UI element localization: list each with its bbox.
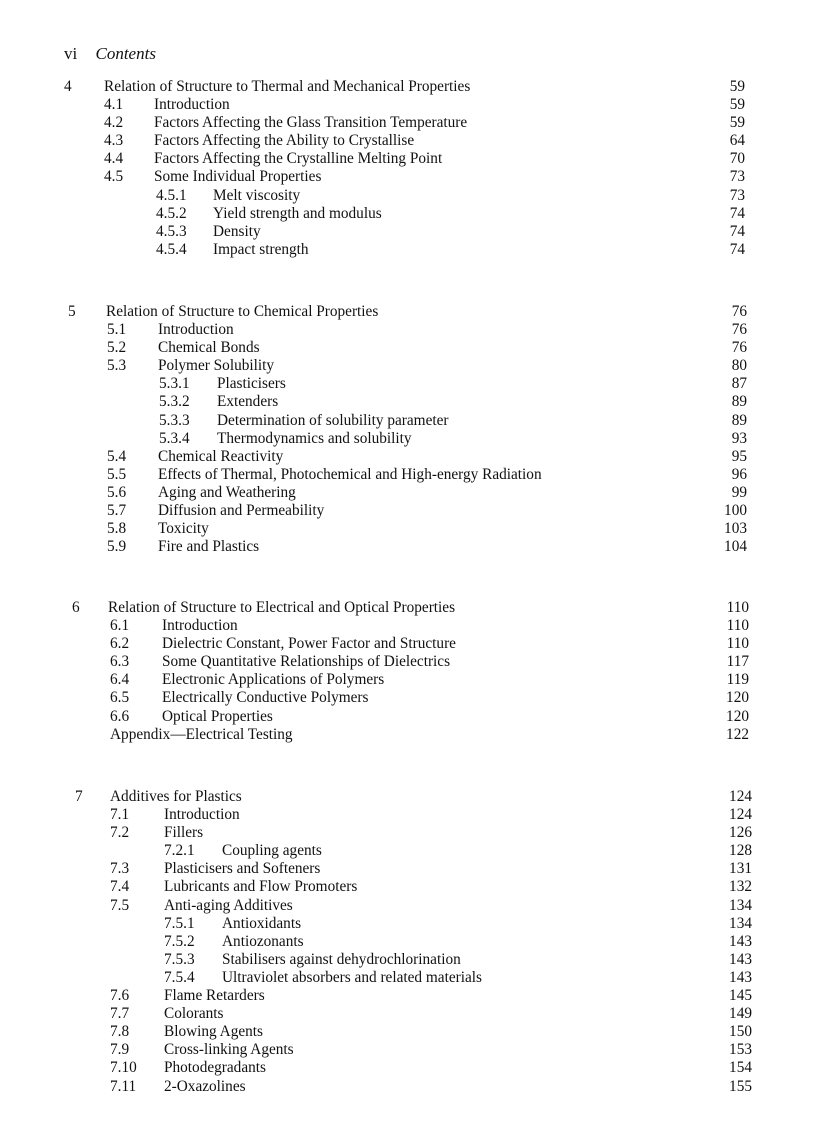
entry-page: 96 [731,465,747,483]
entry-title: Aging and Weathering [158,483,296,501]
entry-page: 143 [729,932,752,950]
entry-number: 7.5 [110,896,130,914]
entry-page: 103 [724,520,747,538]
entry-number: 7.2 [110,824,130,842]
section-entry [0,653,816,671]
section-entry [0,1078,816,1096]
entry-title: Factors Affecting the Crystalline Melting Point [154,150,443,168]
entry-page: 89 [731,393,747,411]
subsection-entry [0,969,816,987]
entry-title: Ultraviolet absorbers and related materials [222,968,482,986]
entry-page: 153 [729,1041,752,1059]
entry-page: 122 [726,725,749,743]
entry-page: 128 [729,842,752,860]
chapter-heading [0,788,816,806]
section-entry [0,357,816,375]
section-entry [0,987,816,1005]
section-entry [0,96,816,114]
entry-number: 6.6 [110,707,130,725]
entry-number: 5.8 [107,520,127,538]
entry-title: Cross-linking Agents [164,1041,294,1059]
entry-page: 117 [726,653,749,671]
entry-title: Antiozonants [222,932,304,950]
section-entry [0,1041,816,1059]
entry-page: 64 [729,132,745,150]
entry-number: 5.5 [107,465,127,483]
entry-number: 6.5 [110,689,130,707]
entry-title: Diffusion and Permeability [158,502,325,520]
section-entry [0,1059,816,1077]
entry-page: 150 [729,1023,752,1041]
entry-title: Antioxidants [222,914,302,932]
entry-page: 134 [729,914,752,932]
entry-title: Introduction [154,96,230,114]
entry-title: Blowing Agents [164,1023,264,1041]
entry-number: 7.5.2 [164,932,195,950]
subsection-entry [0,430,816,448]
entry-number: 6.2 [110,635,130,653]
section-entry [0,484,816,502]
entry-page: 74 [729,204,745,222]
entry-page: 76 [731,339,747,357]
subsection-entry [0,223,816,241]
chapter-7 [0,788,816,1096]
chapter-page: 76 [731,303,747,320]
entry-title: Thermodynamics and solubility [217,429,412,447]
entry-title: Dielectric Constant, Power Factor and Structure [162,635,456,653]
subsection-entry [0,205,816,223]
entry-number: 5.7 [107,502,127,520]
entry-number: 4.4 [104,150,124,168]
entry-page: 132 [729,878,752,896]
section-entry [0,538,816,556]
chapter-page: 124 [729,788,752,805]
entry-title: Electronic Applications of Polymers [162,671,385,689]
section-entry [0,1005,816,1023]
entry-title: Factors Affecting the Glass Transition Temperature [154,114,468,132]
entry-number: 5.9 [107,538,127,556]
entry-title: Optical Properties [162,707,273,725]
entry-number: 7.5.4 [164,968,195,986]
section-entry [0,708,816,726]
chapter-title: Relation of Structure to Electrical and Optical Properties [108,599,456,616]
entry-title: Electrically Conductive Polymers [162,689,369,707]
entry-page: 89 [731,411,747,429]
appendix-entry [0,726,816,744]
chapter-title: Relation of Structure to Chemical Properties [106,303,379,320]
chapter-heading [0,599,816,617]
entry-number: 6.4 [110,671,130,689]
entry-page: 99 [731,483,747,501]
entry-title: Effects of Thermal, Photochemical and High-energy Radiation [158,465,542,483]
subsection-entry [0,412,816,430]
entry-title: Chemical Bonds [158,339,260,357]
entry-number: 7.5.3 [164,950,195,968]
entry-title: Introduction [164,806,240,824]
entry-number: 7.6 [110,987,130,1005]
entry-page: 104 [724,538,747,556]
entry-title: Chemical Reactivity [158,447,284,465]
section-entry [0,321,816,339]
entry-page: 95 [731,447,747,465]
section-entry [0,824,816,842]
entry-number: 4.1 [104,96,124,114]
entry-title: Melt viscosity [213,186,301,204]
section-entry [0,635,816,653]
entry-page: 155 [729,1077,752,1095]
entry-title: Introduction [158,321,234,339]
entry-number: 7.8 [110,1023,130,1041]
entry-page: 74 [729,240,745,258]
entry-number: 5.3.3 [159,411,190,429]
entry-title: Stabilisers against dehydrochlorination [222,950,461,968]
entry-number: 4.5.3 [156,222,187,240]
chapter-number: 4 [64,78,72,95]
chapter-4 [0,78,816,259]
entry-title: Yield strength and modulus [213,204,382,222]
entry-title: Photodegradants [164,1059,266,1077]
entry-title: Introduction [162,617,238,635]
section-entry [0,878,816,896]
entry-number: 6.3 [110,653,130,671]
header-page-number: vi [64,44,78,63]
chapter-heading [0,78,816,96]
entry-title: Polymer Solubility [158,357,275,375]
entry-page: 59 [729,114,745,132]
entry-title: Fillers [164,824,204,842]
entry-number: 4.3 [104,132,124,150]
section-entry [0,114,816,132]
entry-title: Colorants [164,1005,224,1023]
section-entry [0,150,816,168]
entry-page: 80 [731,357,747,375]
subsection-entry [0,842,816,860]
entry-title: Fire and Plastics [158,538,260,556]
chapter-6 [0,599,816,744]
entry-page: 110 [726,635,749,653]
entry-page: 131 [729,860,752,878]
subsection-entry [0,915,816,933]
chapter-number: 5 [68,303,76,320]
entry-number: 7.9 [110,1041,130,1059]
entry-number: 7.11 [110,1077,137,1095]
entry-number: 5.2 [107,339,127,357]
entry-number: 5.6 [107,483,127,501]
entry-page: 70 [729,150,745,168]
chapter-5 [0,303,816,556]
subsection-entry [0,375,816,393]
section-entry [0,806,816,824]
entry-page: 134 [729,896,752,914]
section-entry [0,689,816,707]
entry-number: 5.3.4 [159,429,190,447]
subsection-entry [0,187,816,205]
subsection-entry [0,951,816,969]
entry-page: 145 [729,987,752,1005]
entry-page: 143 [729,950,752,968]
entry-number: 7.4 [110,878,130,896]
entry-number: 7.2.1 [164,842,195,860]
section-entry [0,897,816,915]
entry-number: 4.2 [104,114,124,132]
entry-number: 4.5.4 [156,240,187,258]
entry-title: Some Individual Properties [154,168,322,186]
section-entry [0,860,816,878]
section-entry [0,132,816,150]
section-entry [0,339,816,357]
chapter-number: 6 [72,599,80,616]
entry-number: 5.4 [107,447,127,465]
chapter-page: 110 [726,599,749,616]
entry-number: 7.10 [110,1059,137,1077]
entry-page: 73 [729,168,745,186]
entry-page: 76 [731,321,747,339]
section-entry [0,617,816,635]
entry-number: 5.3 [107,357,127,375]
entry-page: 73 [729,186,745,204]
entry-title: Appendix—Electrical Testing [110,725,293,743]
section-entry [0,168,816,186]
entry-page: 120 [726,689,749,707]
entry-number: 5.1 [107,321,127,339]
entry-page: 126 [729,824,752,842]
section-entry [0,466,816,484]
header-title: Contents [95,44,156,63]
entry-title: Determination of solubility parameter [217,411,449,429]
entry-number: 5.3.2 [159,393,190,411]
chapter-number: 7 [75,788,83,805]
entry-title: 2-Oxazolines [164,1077,246,1095]
subsection-entry [0,241,816,259]
section-entry [0,671,816,689]
entry-title: Impact strength [213,240,309,258]
entry-page: 93 [731,429,747,447]
entry-number: 4.5.1 [156,186,187,204]
entry-title: Lubricants and Flow Promoters [164,878,358,896]
entry-number: 4.5.2 [156,204,187,222]
entry-page: 119 [726,671,749,689]
entry-number: 7.1 [110,806,130,824]
section-entry [0,520,816,538]
entry-page: 124 [729,806,752,824]
entry-page: 149 [729,1005,752,1023]
entry-page: 87 [731,375,747,393]
entry-page: 120 [726,707,749,725]
section-entry [0,448,816,466]
entry-title: Density [213,222,261,240]
entry-title: Some Quantitative Relationships of Dielectrics [162,653,451,671]
entry-number: 4.5 [104,168,124,186]
entry-title: Flame Retarders [164,987,265,1005]
entry-number: 5.3.1 [159,375,190,393]
entry-page: 59 [729,96,745,114]
entry-title: Plasticisers and Softeners [164,860,321,878]
entry-title: Toxicity [158,520,209,538]
subsection-entry [0,933,816,951]
entry-page: 110 [726,617,749,635]
chapter-title: Additives for Plastics [110,788,242,805]
chapter-page: 59 [729,78,745,95]
subsection-entry [0,393,816,411]
section-entry [0,1023,816,1041]
entry-title: Factors Affecting the Ability to Crystallise [154,132,415,150]
entry-title: Extenders [217,393,279,411]
entry-title: Coupling agents [222,842,322,860]
entry-number: 7.7 [110,1005,130,1023]
entry-page: 154 [729,1059,752,1077]
entry-number: 7.3 [110,860,130,878]
entry-page: 100 [724,502,747,520]
entry-page: 74 [729,222,745,240]
entry-title: Plasticisers [217,375,286,393]
entry-page: 143 [729,968,752,986]
section-entry [0,502,816,520]
entry-title: Anti-aging Additives [164,896,293,914]
entry-number: 7.5.1 [164,914,195,932]
entry-number: 6.1 [110,617,130,635]
chapter-heading [0,303,816,321]
running-header [64,44,156,64]
chapter-title: Relation of Structure to Thermal and Mechanical Properties [104,78,471,95]
